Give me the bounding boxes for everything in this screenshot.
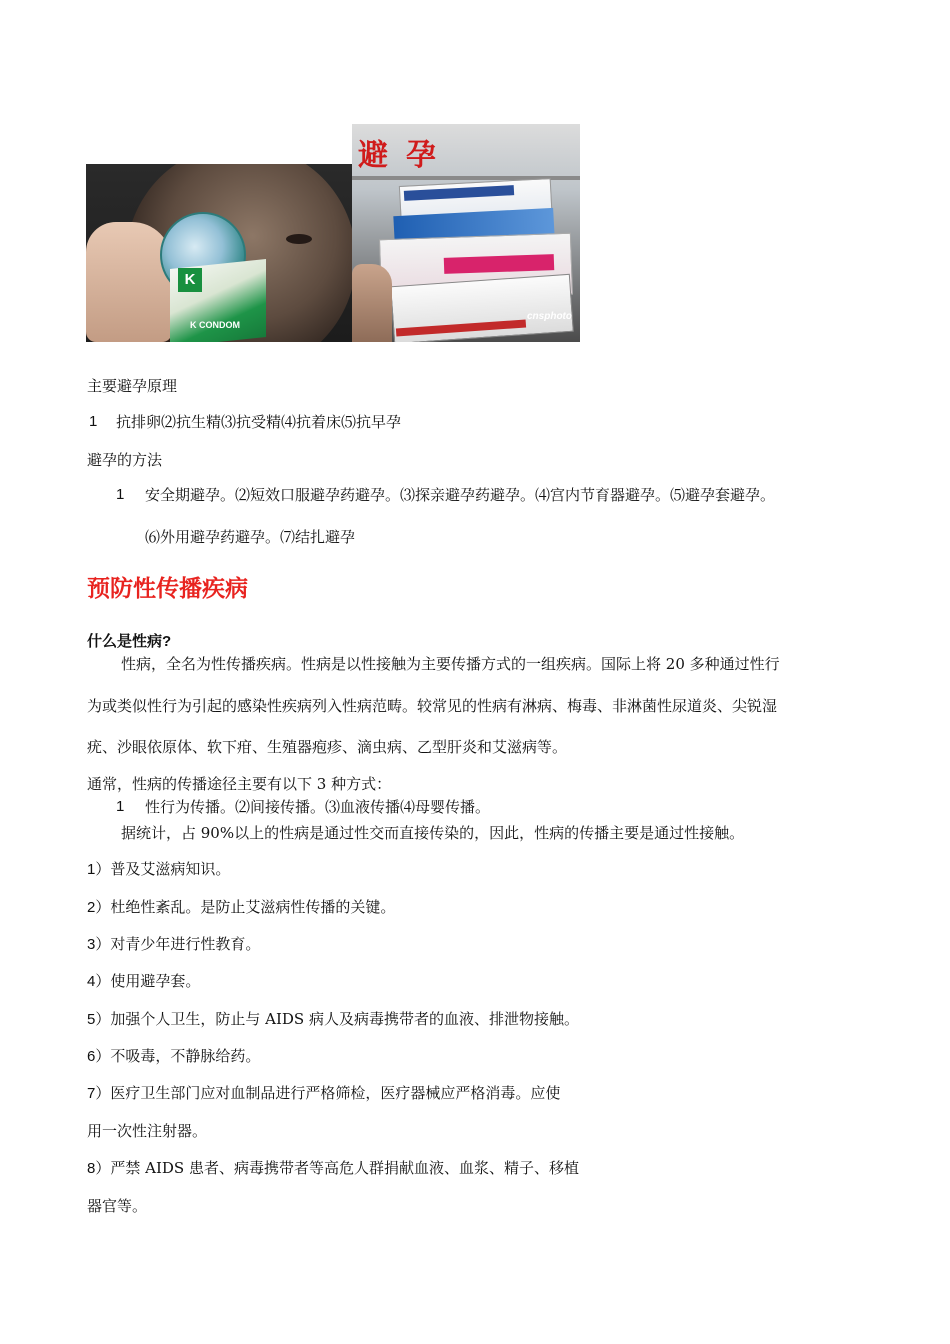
methods-line-2: ⑹外用避孕药避孕。⑺结扎避孕 [145, 528, 356, 546]
measure-item: 5）加强个人卫生，防止与 AIDS 病人及病毒携带者的血液、排泄物接触。 [87, 1010, 579, 1028]
measure-item-continued: 器官等。 [87, 1197, 148, 1215]
principles-number: 1 [89, 413, 98, 430]
k-logo: K [178, 268, 202, 292]
hand [86, 222, 172, 342]
measure-item: 2）杜绝性紊乱。是防止艾滋病性传播的关键。 [87, 898, 396, 916]
routes-intro: 通常，性病的传播途径主要有以下 3 种方式： [87, 775, 392, 793]
measure-item: 8）严禁 AIDS 患者、病毒携带者等高危人群捐献血液、血浆、精子、移植 [87, 1159, 579, 1177]
measure-item-continued: 用一次性注射器。 [87, 1122, 208, 1140]
eye-right [286, 234, 312, 244]
definition-line-1: 性病，全名为性传播疾病。性病是以性接触为主要传播方式的一组疾病。国际上将 20 多种通过性行 [121, 655, 780, 673]
principles-title: 主要避孕原理 [87, 377, 178, 395]
definition-line-3: 疣、沙眼依原体、软下疳、生殖器疱疹、滴虫病、乙型肝炎和艾滋病等。 [87, 738, 568, 756]
measure-item: 1）普及艾滋病知识。 [87, 860, 231, 878]
contraceptive-boxes-photo [352, 124, 580, 342]
what-is-std-title: 什么是性病? [87, 633, 172, 650]
watermark: cnsphoto [527, 311, 572, 322]
definition-line-2: 为或类似性行为引起的感染性疾病列入性病范畴。较常见的性病有淋病、梅毒、非淋菌性尿道炎、尖锐湿 [87, 697, 778, 715]
principles-text: 抗排卵⑵抗生精⑶抗受精⑷抗着床⑸抗早孕 [116, 413, 402, 431]
statistics-text: 据统计，占 90%以上的性病是通过性交而直接传染的，因此，性病的传播主要是通过性接触。 [121, 824, 745, 842]
pharmacy-sign: 避孕 [358, 138, 454, 173]
measure-item: 6）不吸毒，不静脉给药。 [87, 1047, 261, 1065]
routes-number: 1 [116, 798, 125, 815]
section-heading: 预防性传播疾病 [87, 575, 248, 601]
routes-text: 性行为传播。⑵间接传播。⑶血液传播⑷母婴传播。 [145, 798, 491, 816]
hand [352, 264, 392, 342]
measure-item: 3）对青少年进行性教育。 [87, 935, 261, 953]
box-label: K CONDOM [190, 320, 240, 330]
measure-item: 4）使用避孕套。 [87, 972, 201, 990]
measure-item: 7）医疗卫生部门应对血制品进行严格筛检，医疗器械应严格消毒。应使 [87, 1084, 561, 1102]
methods-title: 避孕的方法 [87, 451, 163, 469]
methods-line-1: 安全期避孕。⑵短效口服避孕药避孕。⑶探亲避孕药避孕。⑷宫内节育器避孕。⑸避孕套避孕。 [145, 486, 776, 504]
condom-photo [86, 164, 358, 342]
methods-number: 1 [116, 486, 125, 503]
